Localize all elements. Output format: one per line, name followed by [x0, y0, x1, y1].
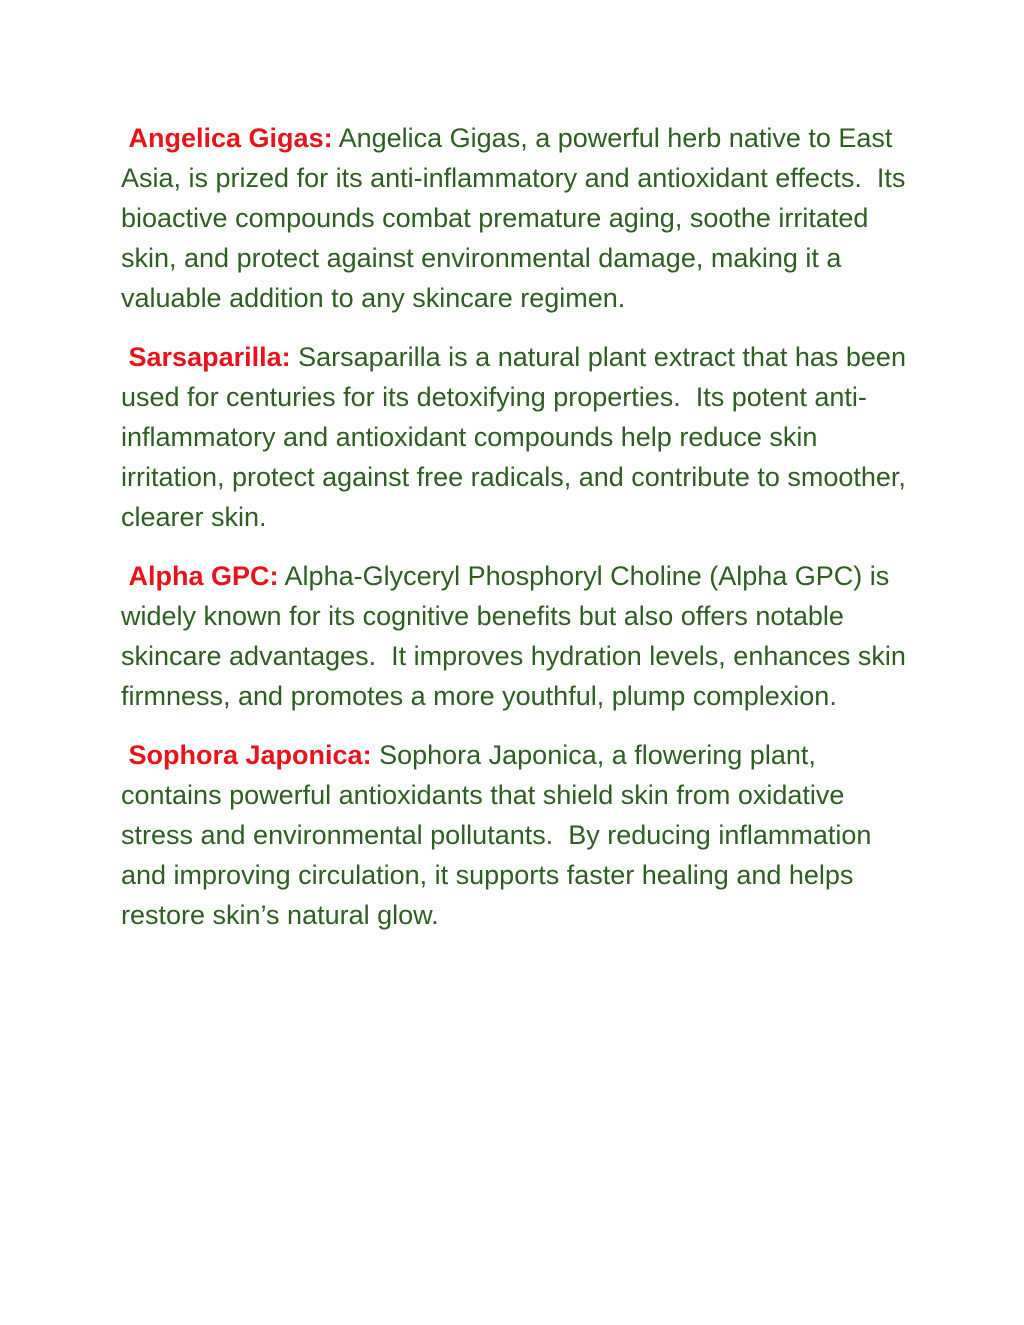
document-page — [121, 118, 914, 954]
ingredient-description: Sophora Japonica, a flowering plant, contains powerful antioxidants that shield skin from oxidative stress and environmental pollutants. By reducing inflammation and improving circulation, it supports faster healing and helps restore skin’s natural glow. — [121, 740, 879, 930]
ingredient-description: Angelica Gigas, a powerful herb native to East Asia, is prized for its anti-inflammatory and antioxidant effects. Its bioactive compounds combat premature aging, soothe irritated skin, and protect against environmental damage, making it a valuable addition to any skincare regimen. — [121, 123, 913, 313]
ingredient-name: Sophora Japonica: — [121, 740, 372, 770]
ingredient-paragraph-sophora-japonica — [121, 735, 911, 935]
ingredient-name: Angelica Gigas: — [121, 123, 333, 153]
ingredient-paragraph-sarsaparilla — [121, 337, 914, 537]
ingredient-description: Alpha-Glyceryl Phosphoryl Choline (Alpha GPC) is widely known for its cognitive benefits but also offers notable skincare advantages. It improves hydration levels, enhances skin firmness, and promotes a more youthful, plump complexion. — [121, 561, 914, 711]
ingredient-paragraph-angelica-gigas — [121, 118, 911, 318]
ingredient-paragraph-alpha-gpc — [121, 556, 914, 716]
ingredient-name: Alpha GPC: — [121, 561, 279, 591]
ingredient-name: Sarsaparilla: — [121, 342, 291, 372]
ingredient-description: Sarsaparilla is a natural plant extract that has been used for centuries for its detoxifying properties. Its potent anti-inflammatory and antioxidant compounds help reduce skin irritation, protect against free radicals, and contribute to smoother, clearer skin. — [121, 342, 914, 532]
